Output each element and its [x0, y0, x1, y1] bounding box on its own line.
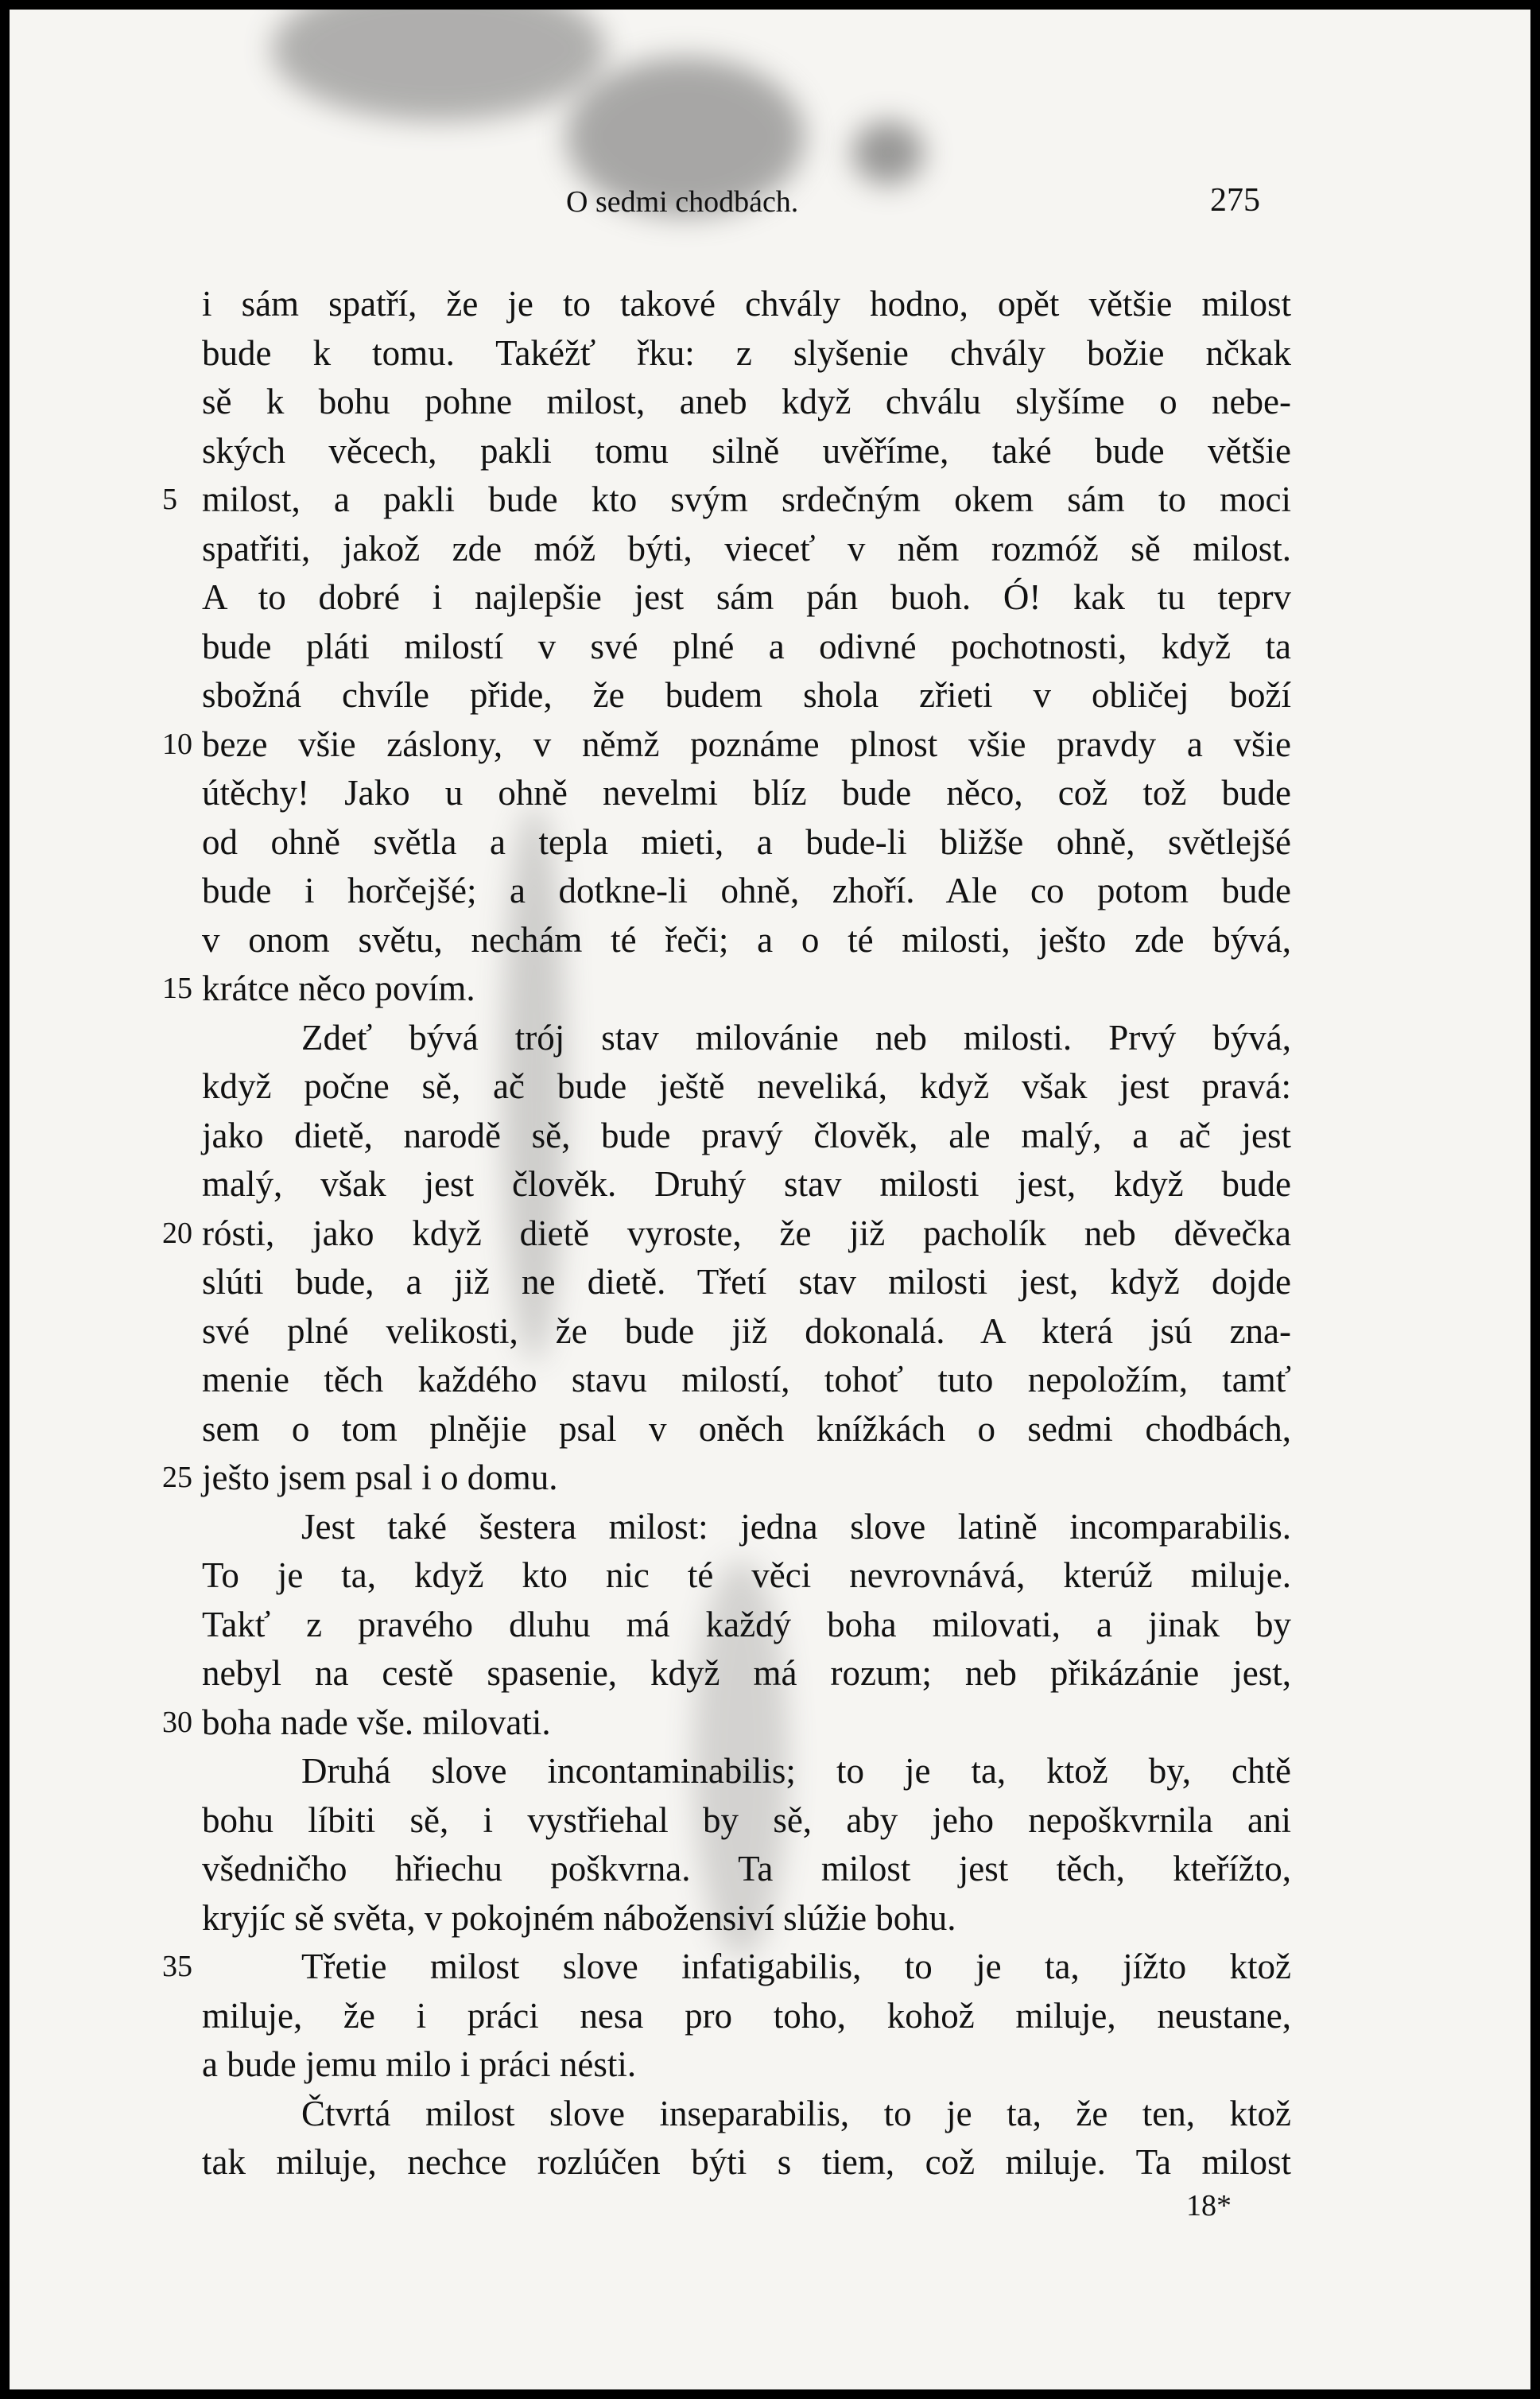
text-line	[202, 280, 1291, 329]
line-text: Třetie milost slove infatigabilis, to je ta, jížto ktož	[301, 1947, 1291, 1986]
line-text: Čtvrtá milost slove inseparabilis, to je ta, že ten, ktož	[301, 2093, 1291, 2133]
line-text: bude pláti milostí v své plné a odivné pochotnosti, když ta	[202, 626, 1291, 666]
line-number: 20	[162, 1216, 192, 1250]
signature-mark: 18*	[1186, 2189, 1232, 2222]
line-text: od ohně světla a tepla mieti, a bude-li bližše ohně, světlejšé	[202, 821, 1291, 862]
line-text: beze všie záslony, v němž poznáme plnost všie pravdy a všie	[202, 724, 1291, 764]
text-line	[202, 769, 1291, 818]
text-line	[202, 1503, 1291, 1552]
text-line	[202, 1747, 1291, 1796]
line-text: Takť z pravého dluhu má každý boha milovati, a jinak by	[202, 1604, 1291, 1644]
text-line	[202, 1112, 1291, 1161]
line-text: sbožná chvíle přide, že budem shola zřieti v obličej boží	[202, 675, 1291, 715]
text-line	[202, 671, 1291, 720]
line-text: sě k bohu pohne milost, aneb když chválu slyšíme o nebe-	[202, 382, 1291, 421]
text-line	[202, 1356, 1291, 1405]
body-text	[162, 280, 1291, 2187]
line-text: menie těch každého stavu milostí, tohoť tuto nepoložím, tamť	[202, 1360, 1291, 1399]
line-text: bude i horčejšé; a dotkne-li ohně, zhoří. Ale co potom bude	[202, 871, 1291, 910]
book-page	[10, 10, 1530, 2389]
page-header	[10, 184, 1530, 232]
text-line	[162, 1943, 1291, 1992]
text-line	[202, 1160, 1291, 1209]
text-line	[162, 476, 1291, 525]
text-line	[162, 965, 1291, 1014]
line-text: v onom světu, nechám té řeči; a o té milosti, ješto zde bývá,	[202, 919, 1291, 960]
line-text: když počne sě, ač bude ještě neveliká, když však jest pravá:	[202, 1066, 1291, 1106]
ink-stain	[272, 10, 606, 121]
line-text: ješto jsem psal i o domu.	[202, 1458, 558, 1497]
line-text: To je ta, když kto nic té věci nevrovnává, kterúž miluje.	[202, 1555, 1291, 1595]
line-text: ských věcech, pakli tomu silně uvěříme, také bude většie	[202, 430, 1291, 471]
line-text: Druhá slove incontaminabilis; to je ta, ktož by, chtě	[301, 1751, 1291, 1791]
line-text: krátce něco povím.	[202, 969, 475, 1008]
text-line	[202, 525, 1291, 574]
text-line	[202, 1258, 1291, 1307]
line-number: 10	[162, 727, 192, 761]
line-number: 35	[162, 1950, 192, 1983]
line-text: milost, a pakli bude kto svým srdečným okem sám to moci	[202, 479, 1291, 519]
running-title: O sedmi chodbách.	[566, 185, 799, 219]
line-text: bohu líbiti sě, i vystřiehal by sě, aby jeho nepoškvrnila ani	[202, 1799, 1291, 1840]
line-text: rósti, jako když dietě vyroste, že již pacholík neb děvečka	[202, 1213, 1291, 1253]
text-line	[202, 1649, 1291, 1698]
text-line	[202, 1307, 1291, 1357]
text-line	[162, 720, 1291, 770]
line-text: kryjíc sě světa, v pokojném nábožensiví slúžie bohu.	[202, 1897, 956, 1938]
text-line	[202, 818, 1291, 868]
text-line	[202, 916, 1291, 965]
line-text: tak miluje, nechce rozlúčen býti s tiem, což miluje. Ta milost	[202, 2142, 1291, 2182]
text-line	[202, 1014, 1291, 1063]
text-line	[162, 1698, 1291, 1748]
line-text: všedničho hřiechu poškvrna. Ta milost jest těch, kteřížto,	[202, 1849, 1291, 1889]
line-text: Jest také šestera milost: jedna slove latině incomparabilis.	[301, 1506, 1291, 1547]
line-text: Zdeť bývá trój stav milovánie neb milosti. Prvý bývá,	[301, 1017, 1291, 1058]
line-text: spatřiti, jakož zde móž býti, vieceť v něm rozmóž sě milost.	[202, 528, 1291, 569]
line-number: 15	[162, 972, 192, 1005]
line-text: sem o tom plnějie psal v oněch knížkách o sedmi chodbách,	[202, 1408, 1291, 1449]
ink-stain	[852, 121, 924, 184]
text-line	[202, 1992, 1291, 2041]
text-line	[202, 1062, 1291, 1112]
line-number: 25	[162, 1461, 192, 1494]
line-text: A to dobré i najlepšie jest sám pán buoh. Ó! kak tu teprv	[202, 577, 1291, 617]
line-text: a bude jemu milo i práci nésti.	[202, 2044, 637, 2084]
line-text: své plné velikosti, že bude již dokonalá. A která jsú zna-	[202, 1310, 1291, 1351]
line-text: jako dietě, narodě sě, bude pravý člověk, ale malý, a ač jest	[202, 1115, 1291, 1155]
text-line	[202, 2090, 1291, 2139]
text-line	[202, 1894, 1291, 1943]
line-number: 5	[162, 483, 177, 516]
text-line	[202, 1405, 1291, 1454]
line-text: nebyl na cestě spasenie, když má rozum; neb přikázánie jest,	[202, 1653, 1291, 1693]
line-text: slúti bude, a již ne dietě. Třetí stav milosti jest, když dojde	[202, 1262, 1291, 1302]
line-text: i sám spatří, že je to takové chvály hodno, opět většie milost	[202, 284, 1291, 324]
text-line	[202, 1796, 1291, 1846]
line-text: boha nade vše. milovati.	[202, 1702, 551, 1742]
line-text: malý, však jest člověk. Druhý stav milosti jest, když bude	[202, 1164, 1291, 1204]
text-line	[162, 1209, 1291, 1259]
text-line	[202, 867, 1291, 916]
text-line	[202, 2040, 1291, 2090]
text-line	[202, 2138, 1291, 2187]
text-line	[202, 573, 1291, 623]
line-text: miluje, že i práci nesa pro toho, kohož miluje, neustane,	[202, 1995, 1291, 2036]
text-line	[202, 1551, 1291, 1601]
text-line	[162, 1454, 1291, 1503]
line-number: 30	[162, 1705, 192, 1739]
text-line	[202, 1601, 1291, 1650]
line-text: bude k tomu. Takéžť řku: z slyšenie chvály božie nčkak	[202, 332, 1291, 373]
text-line	[202, 329, 1291, 378]
page-number: 275	[1210, 182, 1260, 219]
text-line	[202, 378, 1291, 427]
text-line	[202, 427, 1291, 476]
text-line	[202, 623, 1291, 672]
text-line	[202, 1845, 1291, 1894]
line-text: útěchy! Jako u ohně nevelmi blíz bude něco, což tož bude	[202, 773, 1291, 813]
